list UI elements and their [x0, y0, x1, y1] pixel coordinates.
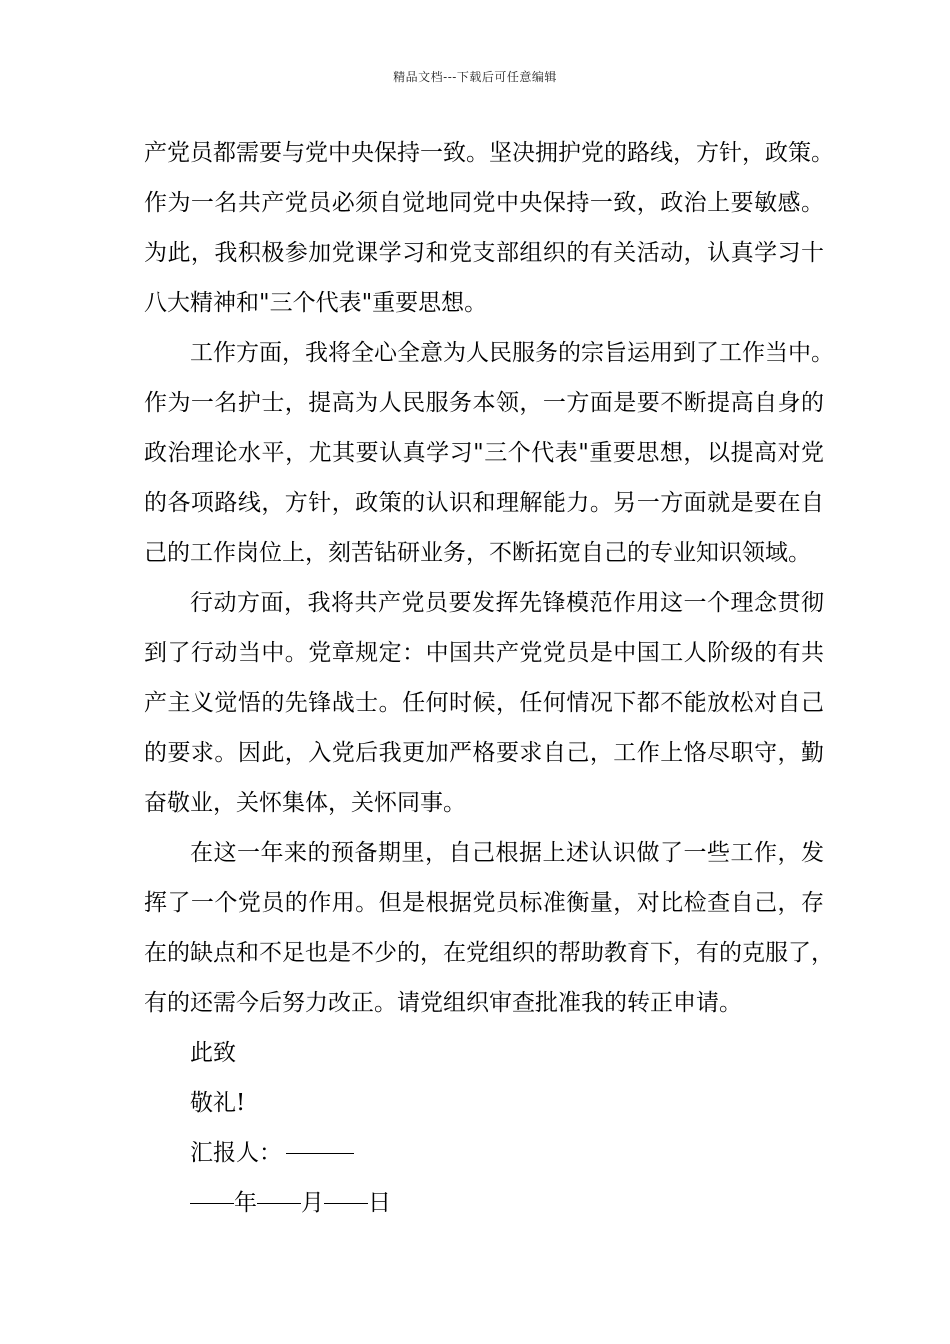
signature-blank	[286, 1123, 354, 1154]
text-line: 的要求。因此，入党后我更加严格要求自己，工作上恪尽职守，勤	[144, 740, 824, 766]
text-line: 的各项路线，方针，政策的认识和理解能力。另一方面就是要在自	[144, 490, 824, 516]
day-label: 日	[368, 1190, 391, 1216]
respect-closing: 敬礼!	[190, 1090, 246, 1116]
reporter-label: 汇报人：	[190, 1140, 282, 1166]
text-line: 到了行动当中。党章规定：中国共产党党员是中国工人阶级的有共	[144, 640, 824, 666]
text-line: 己的工作岗位上，刻苦钻研业务，不断拓宽自己的专业知识领域。	[144, 540, 811, 566]
text-line: 产党员都需要与党中央保持一致。坚决拥护党的路线，方针，政策。	[144, 140, 834, 166]
text-line: 奋敬业，关怀集体，关怀同事。	[144, 790, 466, 816]
month-label: 月	[301, 1190, 324, 1216]
text-line: 作为一名护士，提高为人民服务本领，一方面是要不断提高自身的	[144, 390, 824, 416]
day-blank	[324, 1173, 368, 1204]
letter-body	[144, 128, 834, 1228]
year-blank	[190, 1173, 234, 1204]
paragraph-first-line: 行动方面，我将共产党员要发挥先锋模范作用这一个理念贯彻	[190, 590, 824, 616]
salutation: 此致	[190, 1040, 236, 1066]
text-line: 挥了一个党员的作用。但是根据党员标准衡量，对比检查自己，存	[144, 890, 824, 916]
text-line: 在的缺点和不足也是不少的，在党组织的帮助教育下，有的克服了，	[144, 940, 834, 966]
text-line: 作为一名共产党员必须自觉地同党中央保持一致，政治上要敏感。	[144, 190, 824, 216]
paragraph-first-line: 在这一年来的预备期里，自己根据上述认识做了一些工作，发	[190, 840, 824, 866]
text-line: 产主义觉悟的先锋战士。任何时候，任何情况下都不能放松对自己	[144, 690, 824, 716]
reporter-signature-row	[144, 1128, 824, 1178]
text-line: 为此，我积极参加党课学习和党支部组织的有关活动，认真学习十	[144, 240, 824, 266]
paragraph-first-line: 工作方面，我将全心全意为人民服务的宗旨运用到了工作当中。	[190, 340, 834, 366]
text-line: 八大精神和"三个代表"重要思想。	[144, 290, 488, 316]
month-blank	[257, 1173, 301, 1204]
year-label: 年	[234, 1190, 257, 1216]
document-header: 精品文档---下载后可任意编辑	[393, 70, 557, 84]
date-row	[144, 1178, 824, 1228]
text-line: 有的还需今后努力改正。请党组织审查批准我的转正申请。	[144, 990, 742, 1016]
text-line: 政治理论水平，尤其要认真学习"三个代表"重要思想，以提高对党	[144, 440, 824, 466]
